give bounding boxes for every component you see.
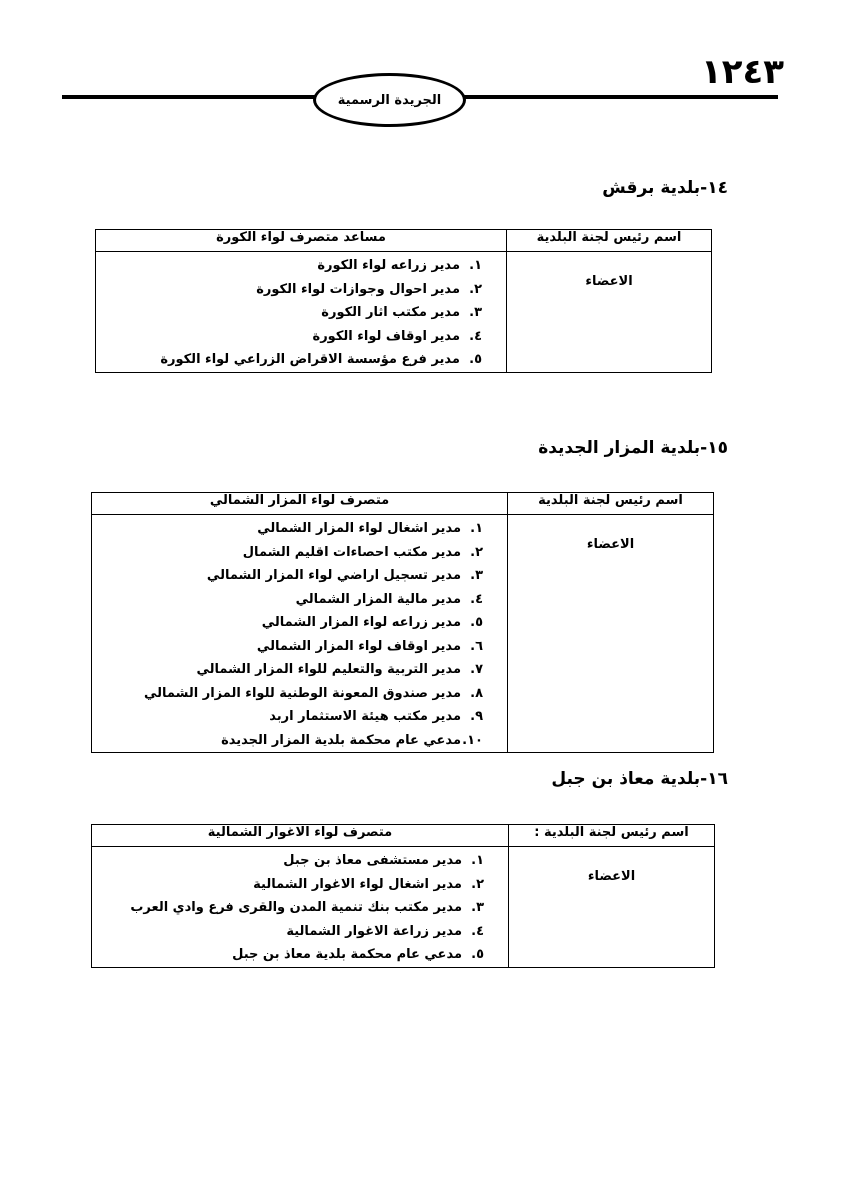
role-cell <box>507 252 712 373</box>
council-table-14 <box>95 229 712 373</box>
role-column-header: اسم رئيس لجنة البلدية <box>508 493 714 515</box>
list-item <box>96 348 482 372</box>
item-number: ٢. <box>470 544 483 560</box>
section-heading-16: ١٦-بلدية معاذ بن جبل <box>551 769 728 789</box>
list-item <box>92 541 483 565</box>
council-table-16 <box>91 824 715 968</box>
item-text: مدير اشغال لواء الاغوار الشمالية <box>253 876 462 892</box>
item-number: ٤. <box>469 328 482 344</box>
item-text: مدعي عام محكمة بلدية المزار الجديدة <box>221 732 461 748</box>
section-heading-14: ١٤-بلدية برقش <box>602 178 728 198</box>
role-column-header: اسم رئيس لجنة البلدية : <box>509 825 715 847</box>
members-cell <box>92 847 509 968</box>
list-item <box>92 896 484 920</box>
item-text: مدير مكتب بنك تنمية المدن والقرى فرع وادي العرب <box>130 900 462 915</box>
item-number: ٣. <box>471 900 484 915</box>
item-number: ١. <box>471 853 484 868</box>
list-item <box>92 920 484 944</box>
item-text: مدير مستشفى معاذ بن جبل <box>283 853 462 868</box>
item-text: مدير مالية المزار الشمالي <box>295 591 461 607</box>
item-number: ٤. <box>470 591 483 607</box>
list-item <box>92 943 484 967</box>
list-item <box>92 729 483 753</box>
item-number: ٥. <box>471 947 484 962</box>
item-text: مدير زراعه لواء المزار الشمالي <box>261 615 461 630</box>
item-text: مدعي عام محكمة بلدية معاذ بن جبل <box>232 947 462 962</box>
list-item <box>92 588 483 612</box>
item-number: ٤. <box>471 923 484 939</box>
list-item <box>92 849 484 873</box>
members-column-header: مساعد متصرف لواء الكورة <box>96 230 507 252</box>
item-number: ٢. <box>469 281 482 297</box>
item-number: ٦. <box>470 638 483 654</box>
role-column-header: اسم رئيس لجنة البلدية <box>507 230 712 252</box>
members-list <box>92 849 508 967</box>
list-item <box>96 325 482 349</box>
item-number: ٣. <box>470 568 483 583</box>
list-item <box>92 682 483 706</box>
item-number: ١٠. <box>462 732 483 748</box>
role-label: الاعضاء <box>586 537 635 552</box>
role-cell <box>508 515 714 753</box>
item-text: مدير زراعه لواء الكورة <box>317 258 460 273</box>
item-text: مدير اوقاف لواء المزار الشمالي <box>256 638 461 654</box>
members-list <box>92 517 507 752</box>
list-item <box>96 254 482 278</box>
page-number: ١٢٤٣ <box>700 52 784 92</box>
list-item <box>96 278 482 302</box>
item-text: مدير اشغال لواء المزار الشمالي <box>257 521 461 536</box>
role-label: الاعضاء <box>585 274 633 289</box>
council-table-15 <box>91 492 714 753</box>
list-item <box>92 635 483 659</box>
item-text: مدير مكتب احصاءات اقليم الشمال <box>242 544 461 560</box>
gazette-title: الجريدة الرسمية <box>313 73 466 127</box>
item-number: ١. <box>470 521 483 536</box>
members-column-header: متصرف لواء الاغوار الشمالية <box>92 825 509 847</box>
item-number: ٥. <box>470 615 483 630</box>
role-label: الاعضاء <box>587 869 636 884</box>
item-number: ٥. <box>469 352 482 367</box>
item-text: مدير احوال وجوازات لواء الكورة <box>256 281 460 297</box>
item-number: ٨. <box>470 685 483 701</box>
item-text: مدير تسجيل اراضي لواء المزار الشمالي <box>206 568 461 583</box>
item-text: مدير مكتب هيئة الاستثمار اربد <box>269 709 461 724</box>
list-item <box>92 611 483 635</box>
role-cell <box>509 847 715 968</box>
item-text: مدير مكتب اثار الكورة <box>321 305 460 320</box>
item-number: ٢. <box>471 876 484 892</box>
item-number: ٧. <box>470 662 483 677</box>
members-column-header: متصرف لواء المزار الشمالي <box>92 493 508 515</box>
item-number: ٣. <box>469 305 482 320</box>
item-text: مدير زراعة الاغوار الشمالية <box>286 923 462 939</box>
list-item <box>92 705 483 729</box>
list-item <box>92 517 483 541</box>
item-number: ١. <box>469 258 482 273</box>
list-item <box>92 873 484 897</box>
members-list <box>96 254 506 372</box>
list-item <box>92 658 483 682</box>
list-item <box>96 301 482 325</box>
item-number: ٩. <box>470 709 483 724</box>
list-item <box>92 564 483 588</box>
section-heading-15: ١٥-بلدية المزار الجديدة <box>538 438 728 458</box>
item-text: مدير اوقاف لواء الكورة <box>312 328 460 344</box>
item-text: مدير صندوق المعونة الوطنية للواء المزار الشمالي <box>143 685 461 701</box>
members-cell <box>92 515 508 753</box>
members-cell <box>96 252 507 373</box>
item-text: مدير التربية والتعليم للواء المزار الشمالي <box>196 662 461 677</box>
item-text: مدير فرع مؤسسة الاقراض الزراعي لواء الكورة <box>160 352 460 367</box>
